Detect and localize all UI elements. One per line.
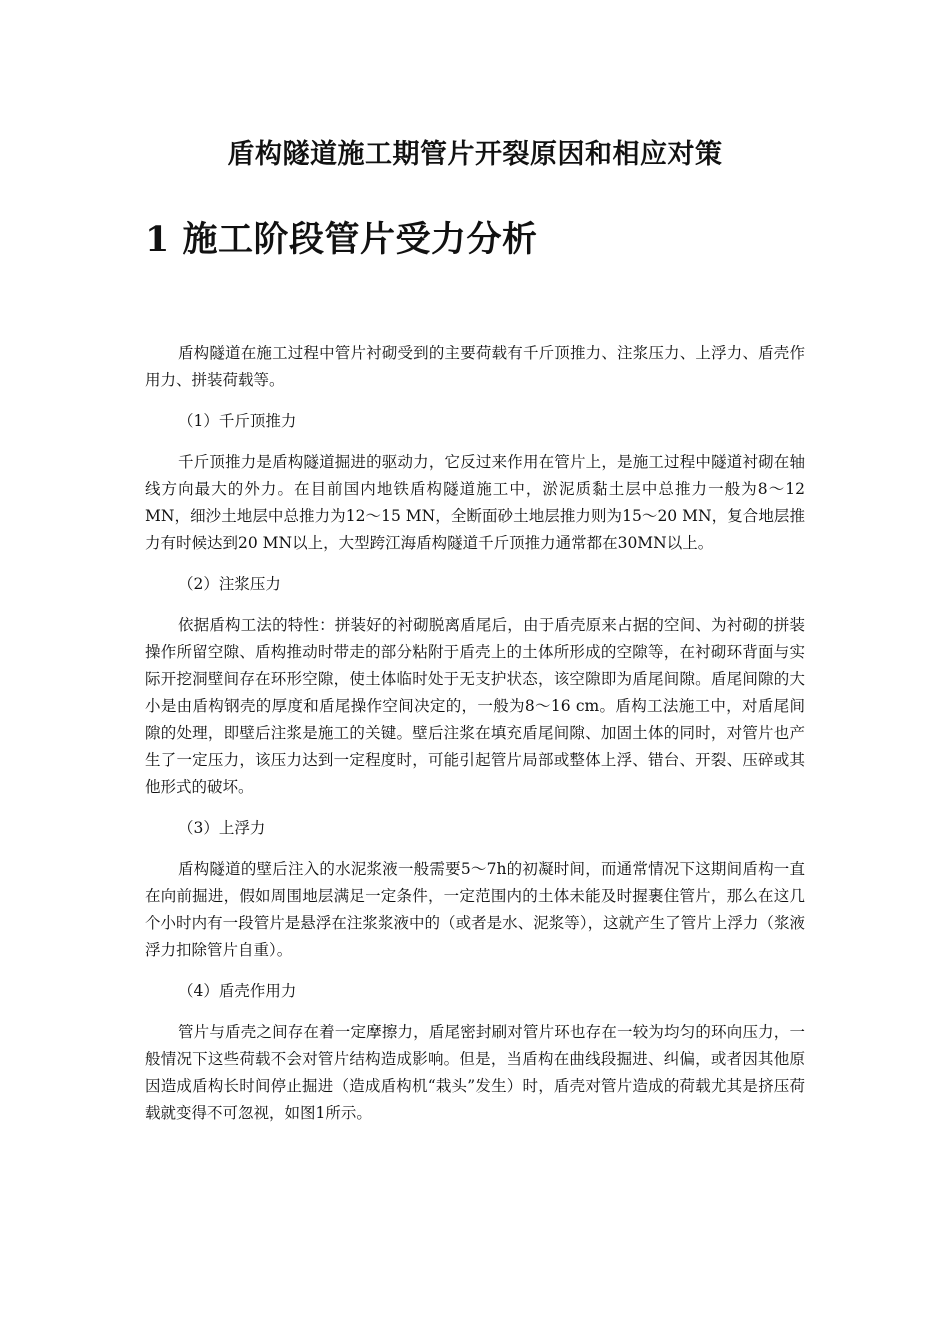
paragraph-buoyancy: 盾构隧道的壁后注入的水泥浆液一般需要5～7h的初凝时间，而通常情况下这期间盾构一直在向前掘进，假如周围地层满足一定条件，一定范围内的土体未能及时握裹住管片，那么在这几个小时内有一段管片是悬浮在注浆浆液中的（或者是水、泥浆等），这就产生了管片上浮力（浆液浮力扣除管片自重）。 bbox=[145, 860, 805, 959]
document-body bbox=[145, 340, 805, 1127]
subheading-jack-thrust: （1）千斤顶推力 bbox=[178, 412, 297, 430]
section-heading: 1 施工阶段管片受力分析 bbox=[145, 219, 538, 260]
subheading-buoyancy: （3）上浮力 bbox=[178, 819, 266, 837]
intro-paragraph: 盾构隧道在施工过程中管片衬砌受到的主要荷载有千斤顶推力、注浆压力、上浮力、盾壳作用力、拼装荷载等。 bbox=[145, 344, 805, 389]
paragraph-jack-thrust: 千斤顶推力是盾构隧道掘进的驱动力，它反过来作用在管片上，是施工过程中隧道衬砌在轴线方向最大的外力。在目前国内地铁盾构隧道施工中，淤泥质黏土层中总推力一般为8～12 MN，细沙土地层中总推力为12～15 MN，全断面砂土地层推力则为15～20 MN，复合地层推力有时候达到20 MN以上，大型跨江海盾构隧道千斤顶推力通常都在30MN以上。 bbox=[145, 453, 805, 552]
paragraph-grouting-pressure: 依据盾构工法的特性：拼装好的衬砌脱离盾尾后，由于盾壳原来占据的空间、为衬砌的拼装操作所留空隙、盾构推动时带走的部分粘附于盾壳上的土体所形成的空隙等，在衬砌环背面与实际开挖洞壁间存在环形空隙，使土体临时处于无支护状态，该空隙即为盾尾间隙。盾尾间隙的大小是由盾构钢壳的厚度和盾尾操作空间决定的，一般为8～16 cm。盾构工法施工中，对盾尾间隙的处理，即壁后注浆是施工的关键。壁后注浆在填充盾尾间隙、加固土体的同时，对管片也产生了一定压力，该压力达到一定程度时，可能引起管片局部或整体上浮、错台、开裂、压碎或其他形式的破坏。 bbox=[145, 616, 805, 796]
document-title: 盾构隧道施工期管片开裂原因和相应对策 bbox=[227, 139, 723, 170]
paragraph-shield-shell-force: 管片与盾壳之间存在着一定摩擦力，盾尾密封刷对管片环也存在一较为均匀的环向压力，一般情况下这些荷载不会对管片结构造成影响。但是，当盾构在曲线段掘进、纠偏，或者因其他原因造成盾构长时间停止掘进（造成盾构机“栽头”发生）时，盾壳对管片造成的荷载尤其是挤压荷载就变得不可忽视，如图1所示。 bbox=[145, 1023, 805, 1122]
subheading-shield-shell-force: （4）盾壳作用力 bbox=[178, 982, 297, 1000]
subheading-grouting-pressure: （2）注浆压力 bbox=[178, 575, 281, 593]
